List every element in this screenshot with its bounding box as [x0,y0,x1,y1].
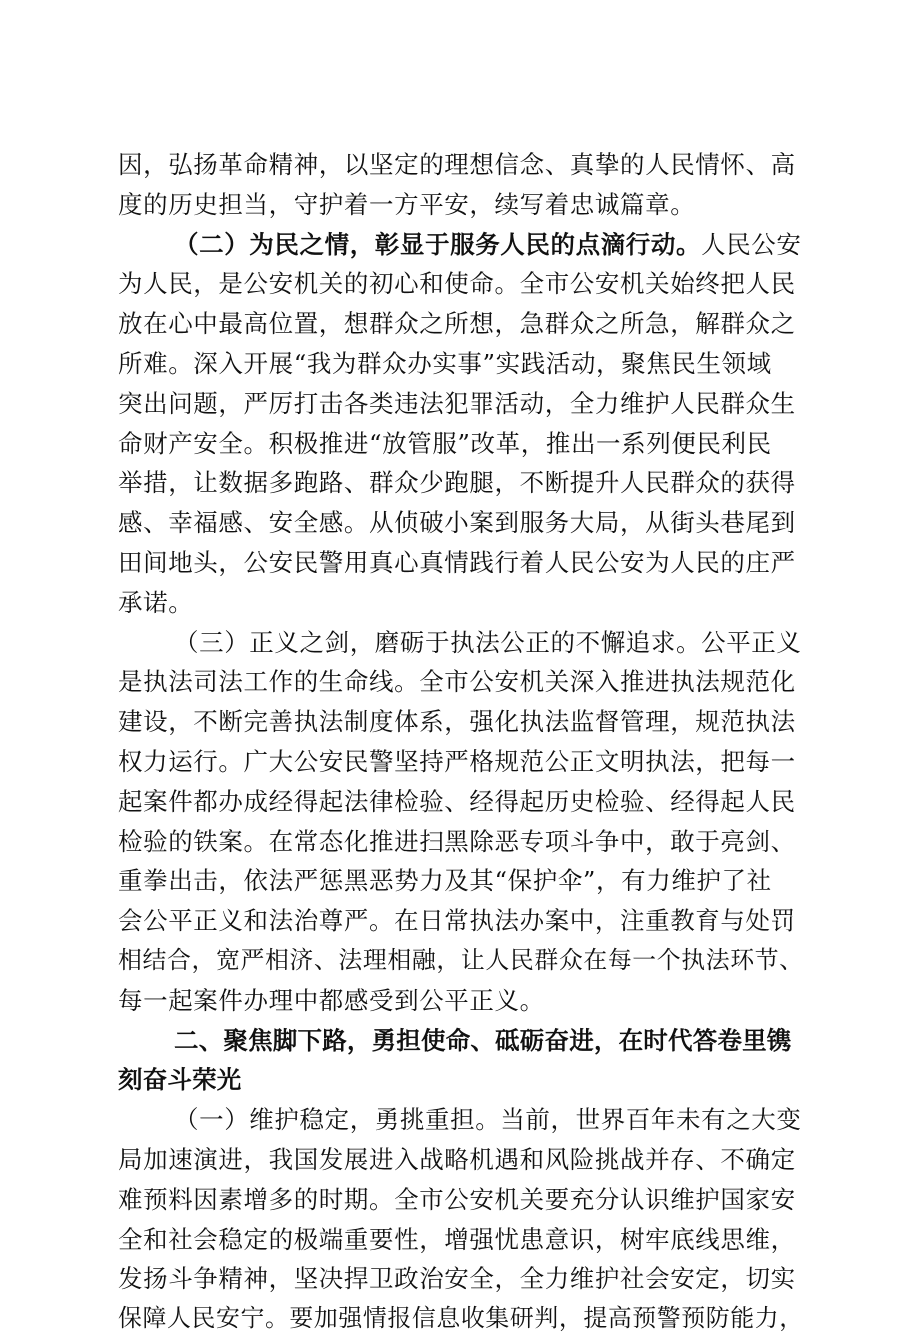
text-segment: 人民公安 [701,229,802,259]
text-segment: 相结合，宽严相济、法理相融，让人民群众在每一个执法环节、 [118,945,804,974]
text-segment: 为人民，是公安机关的初心和使命。全市公安机关始终把人民 [118,269,796,299]
text-segment: 权力运行。广大公安民警坚持严格规范公正文明执法，把每一 [118,746,796,776]
text-line [118,225,802,265]
text-segment: 检验的铁案。在常态化推进扫黑除恶专项斗争中，敢于亮剑、 [118,826,796,856]
text-segment: 承诺。 [118,587,194,617]
text-line [118,1220,798,1260]
subheading-text: （二）为民之情，彰显于服务人民的点滴行动。 [174,229,702,259]
text-segment: 发扬斗争精神，坚决捍卫政治安全，全力维护社会安定，切实 [118,1264,796,1294]
text-line [118,1259,798,1299]
text-line [118,702,798,742]
text-segment: 起案件都办成经得起法律检验、经得起历史检验、经得起人民 [118,786,796,816]
text-line [118,623,802,663]
text-line [118,981,798,1021]
section-heading-line [118,1021,798,1061]
text-segment: 保障人民安宁。要加强情报信息收集研判，提高预警预防能力， [118,1304,804,1333]
text-line [118,1299,804,1339]
text-line [118,1180,798,1220]
text-segment: 放在心中最高位置，想群众之所想，急群众之所急，解群众之 [118,309,796,339]
text-segment: 举措，让数据多跑路、群众少跑腿，不断提升人民群众的获得 [118,468,796,498]
text-line [118,145,798,185]
text-line [118,742,798,782]
heading-text: 刻奋斗荣光 [118,1065,242,1095]
text-line [118,822,798,862]
text-segment: 全和社会稳定的极端重要性，增强忧患意识，树牢底线思维， [118,1224,796,1254]
text-segment: 建设，不断完善执法制度体系，强化执法监督管理，规范执法 [118,707,796,737]
text-line [118,384,798,424]
text-line [118,861,798,901]
text-line [118,1140,798,1180]
text-segment: 会公平正义和法治尊严。在日常执法办案中，注重教育与处罚 [118,906,796,936]
text-segment: 是执法司法工作的生命线。全市公安机关深入推进执法规范化 [118,667,796,697]
text-line [118,941,804,981]
text-segment: 田间地头，公安民警用真心真情践行着人民公安为人民的庄严 [118,547,796,577]
heading-text: 二、聚焦脚下路，勇担使命、砥砺奋进，在时代答卷里镌 [174,1025,792,1055]
text-segment: 公平正义 [701,627,802,657]
text-segment: 局加速演进，我国发展进入战略机遇和风险挑战并存、不确定 [118,1144,796,1174]
text-line [118,782,798,822]
section-heading-line [118,1060,798,1100]
text-segment: 难预料因素增多的时期。全市公安机关要充分认识维护国家安 [118,1184,796,1214]
text-segment: 感、幸福感、安全感。从侦破小案到服务大局，从街头巷尾到 [118,508,796,538]
text-line [118,543,798,583]
text-line [118,424,798,464]
text-line [118,463,798,503]
text-segment: 重拳出击，依法严惩黑恶势力及其“保护伞”，有力维护了社 [118,866,772,896]
text-segment: 所难。深入开展“我为群众办实事”实践活动，聚焦民生领域 [118,348,772,378]
text-line [118,583,798,623]
text-segment: 突出问题，严厉打击各类违法犯罪活动，全力维护人民群众生 [118,388,796,418]
text-segment: 因，弘扬革命精神，以坚定的理想信念、真挚的人民情怀、高 [118,150,796,179]
document-body [118,145,804,1339]
text-line [118,304,798,344]
text-segment: 命财产安全。积极推进“放管服”改革，推出一系列便民利民 [118,428,772,458]
text-line [118,662,798,702]
text-line [118,1100,802,1140]
text-line [118,185,798,225]
subheading-text: （三）正义之剑，磨砺于执法公正的不懈追求。 [174,627,702,657]
text-segment: 度的历史担当，守护着一方平安，续写着忠诚篇章。 [118,189,696,219]
text-line [118,344,798,384]
text-line [118,503,798,543]
text-segment: 当前，世界百年未有之大变 [500,1105,802,1135]
text-line [118,264,798,304]
text-segment: 每一起案件办理中都感受到公平正义。 [118,985,545,1015]
text-line [118,901,798,941]
subheading-text: （一）维护稳定，勇挑重担。 [174,1105,501,1135]
